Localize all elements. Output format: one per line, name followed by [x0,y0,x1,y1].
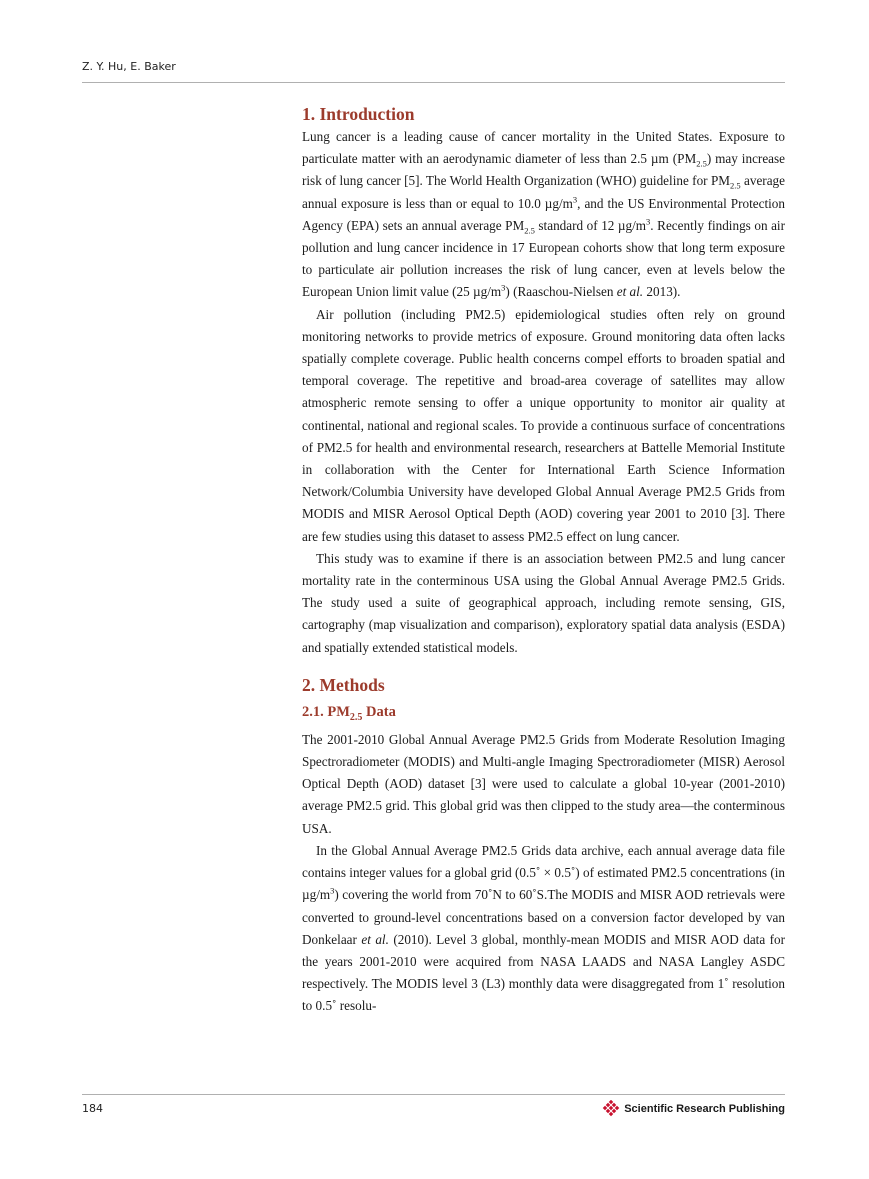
section-heading-introduction: 1. Introduction [302,104,415,124]
publisher-name: Scientific Research Publishing [624,1103,785,1115]
header-rule [82,82,785,83]
logo-dot [612,1109,617,1114]
logo-dot [609,1112,614,1117]
logo-dot [615,1106,620,1111]
footer-rule [82,1094,785,1095]
logo-dot [609,1100,614,1104]
intro-paragraph-2: Air pollution (including PM2.5) epidemiological studies often rely on ground monitoring networks to provide metrics of exposure. Ground monitoring data often lacks spatially complete coverage. Public health concerns compel efforts to broaden spatial and temporal coverage. The repetitive and broad-area coverage of satellites may allow atmospheric remote sensing to offer a unique opportunity to monitor air quality at continental, national and regional scales. To provide a continuous surface of concentrations of PM2.5 for health and environmental research, researchers at Battelle Memorial Institute in collaboration with the Center for International Earth Science Information Network/Columbia University have developed Global Annual Average PM2.5 Grids from MODIS and MISR Aerosol Optical Depth (AOD) covering year 2001 to 2010 [3]. There are few studies using this dataset to assess PM2.5 effect on lung cancer. [302,306,785,544]
methods-paragraph-2: In the Global Annual Average PM2.5 Grids data archive, each annual average data file contains integer values for a global grid (0.5˚ × 0.5˚) of estimated PM2.5 concentrations (in $\mu g/m^3$) covering the world from 70˚N to 60˚S.The MODIS and MISR AOD retrievals were converted to ground-level concentrations based on a conversion factor developed by van Donkelaar et al. (2010). Level 3 global, monthly-mean MODIS and MISR AOD data for the years 2001-2010 were acquired from NASA LAADS and NASA Langley ASDC respectively. The MODIS level 3 (L3) monthly data were disaggregated from 1˚ resolution to 0.5˚ resolu- [302,842,786,1014]
subsection-heading-pm25-data: 2.1. $PM_{2.5}$ Data [302,703,396,723]
publisher-mark [602,1100,785,1118]
logo-dot [603,1106,608,1111]
logo-dot [606,1103,611,1108]
logo-dot [612,1103,617,1108]
logo-dot [609,1106,614,1111]
page-number: 184 [82,1102,103,1115]
intro-paragraph-3: This study was to examine if there is an association between PM2.5 and lung cancer mortality rate in the conterminous USA using the Global Annual Average PM2.5 Grids. The study used a suite of geographical approach, including remote sensing, GIS, cartography (map visualization and comparison), exploratory spatial data analysis (ESDA) and spatially extended statistical models. [302,550,785,655]
logo-dot [606,1109,611,1114]
methods-paragraph-1: The 2001-2010 Global Annual Average PM2.5 Grids from Moderate Resolution Imaging Spectroradiometer (MODIS) and Multi-angle Imaging Spectroradiometer (MISR) Aerosol Optical Depth (AOD) dataset [3] were used to calculate a global 10-year (2001-2010) average PM2.5 grid. This global grid was then clipped to the study area—the conterminous USA. [302,731,785,836]
intro-paragraph-1: Lung cancer is a leading cause of cancer mortality in the United States. Exposure to particulate matter with an aerodynamic diameter of less than 2.5 µm $(PM_{2.5})$ may increase risk of lung cancer [5]. The World Health Organization (WHO) guideline for $PM_{2.5}$ average annual exposure is less than or equal to 10.0 $\mu g/m^3$, and the US Environmental Protection Agency (EPA) sets an annual average $PM_{2.5}$ standard of 12 $\mu g/m^3$. Recently findings on air pollution and lung cancer incidence in 17 European cohorts show that long term exposure to particulate air pollution increases the risk of lung cancer, even at levels below the European Union limit value (25 $\mu g/m^3$) (Raaschou-Nielsen et al. 2013). [302,129,786,300]
article-body [302,102,785,1018]
running-head-authors: Z. Y. Hu, E. Baker [82,60,176,73]
publisher-logo-icon [602,1100,620,1118]
section-heading-methods: 2. Methods [302,674,385,695]
